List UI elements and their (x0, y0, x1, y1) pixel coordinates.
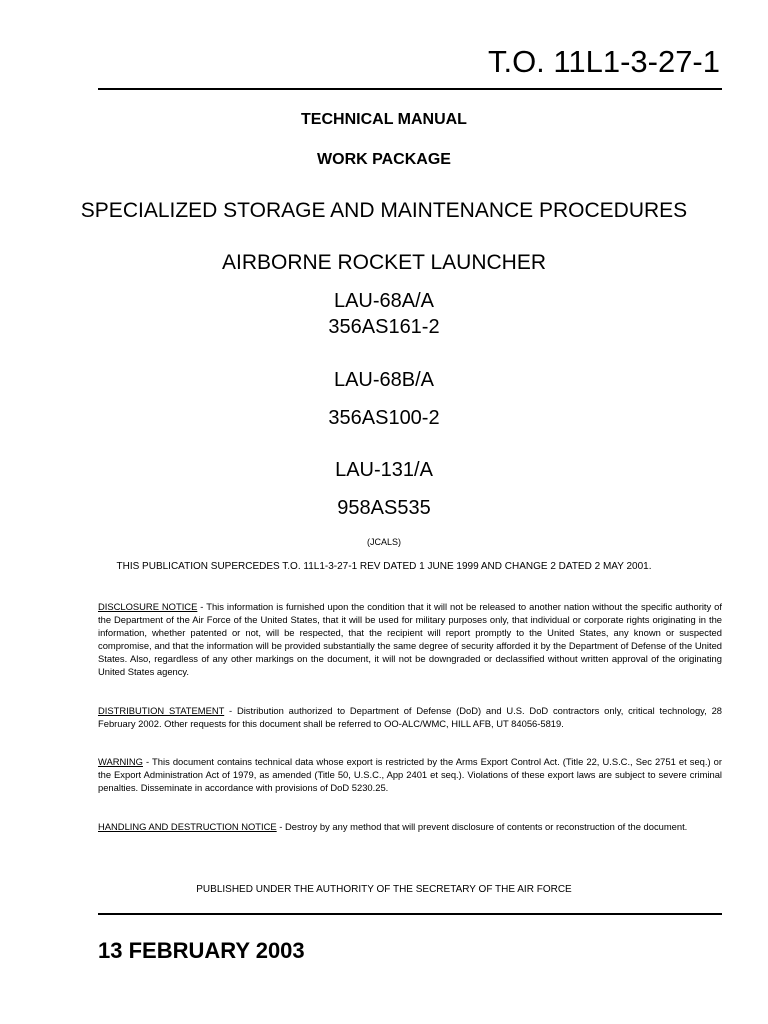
to-number: T.O. 11L1-3-27-1 (487, 44, 720, 79)
part-number: 356AS100-2 (328, 407, 440, 429)
package-type-label: WORK PACKAGE (317, 151, 451, 168)
handling-heading: HANDLING AND DESTRUCTION NOTICE (98, 821, 277, 832)
distribution-heading: DISTRIBUTION STATEMENT (98, 705, 225, 716)
supersedes-statement: THIS PUBLICATION SUPERCEDES T.O. 11L1-3-27-1 REV DATED 1 JUNE 1999 AND CHANGE 2 DATED 2 MAY 2001. (116, 561, 652, 572)
warning-text: - This document contains technical data whose export is restricted by the Arms Export Control Act. (Title 22, U.S.C., Sec 2751 et seq.) or the Export Administration Act of 1979, as amended (Title 50, U.S.C., App 2401 et seq.). Violations of these export laws are subject to severe criminal penalties. Disseminate in accordance with provisions of DoD 5230.25. (98, 756, 722, 793)
model-designation: LAU-68B/A (333, 369, 435, 391)
warning-heading: WARNING (98, 756, 143, 767)
part-number: 958AS535 (337, 497, 431, 519)
bottom-rule (98, 913, 722, 915)
publication-date: 13 FEBRUARY 2003 (98, 938, 305, 963)
model-designation: LAU-68A/A (333, 290, 435, 312)
manual-type-label: TECHNICAL MANUAL (301, 111, 467, 128)
disclosure-heading: DISCLOSURE NOTICE (98, 601, 198, 612)
distribution-text: - Distribution authorized to Department of Defense (DoD) and U.S. DoD contractors only, critical technology, 28 February 2002. Other requests for this document shall be referred to OO-ALC/WMC, HILL AFB, UT 84056-5819. (98, 705, 723, 729)
document-title: SPECIALIZED STORAGE AND MAINTENANCE PROCEDURES (80, 199, 688, 222)
authority-statement: PUBLISHED UNDER THE AUTHORITY OF THE SECRETARY OF THE AIR FORCE (196, 884, 572, 895)
disclosure-notice (98, 600, 722, 678)
document-subtitle: AIRBORNE ROCKET LAUNCHER (221, 251, 546, 274)
handling-notice (98, 820, 722, 833)
disclosure-text: - This information is furnished upon the condition that it will not be released to another nation without the specific authority of the Department of the Air Force of the United States, that it will be used for military purposes only, that individual or corporate rights originating in the information, whether patented or not, will be respected, that the recipient will report promptly to the United States, any known or suspected compromise, and that the information will be provided substantially the same degree of security afforded it by the Department of Defense of the United States. Also, regardless of any other markings on the document, it will not be downgraded or declassified without written approval of the originating United States agency. (98, 601, 722, 677)
part-number: 356AS161-2 (328, 316, 440, 338)
jcals-label: (JCALS) (366, 537, 401, 547)
handling-text: - Destroy by any method that will prevent disclosure of contents or reconstruction of the document. (276, 821, 688, 832)
model-designation: LAU-131/A (335, 459, 433, 481)
top-rule (98, 88, 722, 90)
distribution-statement (98, 704, 722, 730)
export-warning (98, 755, 722, 794)
